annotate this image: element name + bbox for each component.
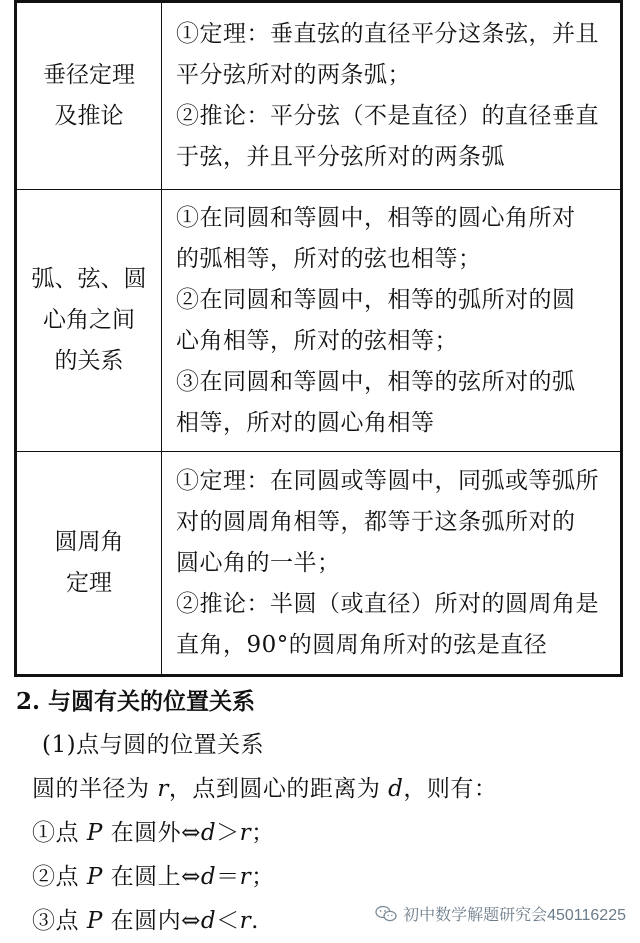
content-line: 相等，所对的圆心角相等 [176, 409, 435, 436]
content-line: ②在同圆和等圆中，相等的弧所对的圆 [176, 286, 576, 313]
case-text: 在圆上⇔ [102, 864, 201, 890]
point-symbol: P [86, 864, 103, 890]
row-content [162, 190, 622, 452]
distance-symbol: d [200, 820, 217, 846]
content-line: ③在同圆和等圆中，相等的弦所对的弧 [176, 368, 576, 395]
section-subtitle: (1)点与圆的位置关系 [42, 732, 265, 758]
watermark-text: 初中数学解题研究会450116225 [403, 907, 626, 924]
case-line [16, 855, 616, 899]
radius-symbol: r [239, 908, 252, 934]
case-line [16, 811, 616, 855]
heading-line: 圆周角 [54, 529, 124, 555]
intro-text: 圆的半径为 [32, 776, 158, 802]
heading-line: 及推论 [54, 103, 124, 129]
heading-line: 的关系 [54, 348, 124, 374]
row-content [162, 452, 622, 676]
watermark [375, 902, 626, 925]
case-text: ； [251, 864, 275, 890]
table-row [16, 2, 622, 190]
radius-symbol: r [239, 864, 252, 890]
radius-symbol: r [239, 820, 252, 846]
intro-text: ，点到圆心的距离为 [168, 776, 389, 802]
content-line: ②推论：半圆（或直径）所对的圆周角是 [176, 590, 599, 617]
point-symbol: P [86, 908, 103, 934]
radius-symbol: r [157, 776, 169, 802]
content-line: ①定理：在同圆或等圆中，同弧或等弧所 [176, 467, 599, 494]
content-line: 的弧相等，所对的弦也相等； [176, 245, 482, 272]
case-text: . [251, 908, 259, 934]
content-line: 直角，90°的圆周角所对的弦是直径 [176, 631, 548, 658]
relation-operator: ＝ [216, 864, 240, 890]
section-intro [16, 767, 616, 811]
distance-symbol: d [200, 864, 217, 890]
intro-text: ，则有： [403, 776, 498, 802]
content-line: 于弦，并且平分弦所对的两条弧 [176, 144, 505, 170]
row-heading [16, 190, 162, 452]
point-symbol: P [86, 820, 103, 846]
row-heading [16, 452, 162, 676]
relation-operator: ＜ [216, 908, 240, 934]
case-text: 在圆内⇔ [102, 908, 201, 934]
heading-line: 定理 [66, 570, 112, 596]
heading-line: 弧、弦、圆 [31, 266, 147, 292]
heading-line: 心角之间 [43, 307, 135, 333]
content-line: 圆心角的一半； [176, 549, 341, 576]
table-row [16, 452, 622, 676]
distance-symbol: d [388, 776, 404, 802]
case-text: ①点 [32, 820, 87, 846]
case-text: ③点 [32, 908, 87, 934]
content-line: 平分弦所对的两条弧； [176, 62, 411, 88]
row-heading [16, 2, 162, 190]
row-content [162, 2, 622, 190]
wechat-icon [375, 905, 397, 923]
case-text: ； [251, 820, 275, 846]
case-text: ②点 [32, 864, 87, 890]
content-line: ①在同圆和等圆中，相等的圆心角所对 [176, 204, 576, 231]
content-line: 对的圆周角相等，都等于这条弧所对的 [176, 508, 576, 535]
section-title: 2. 与圆有关的位置关系 [16, 688, 256, 715]
heading-line: 垂径定理 [43, 62, 135, 88]
content-line: ①定理：垂直弦的直径平分这条弦，并且 [176, 21, 599, 47]
table-row [16, 190, 622, 452]
content-line: ②推论：平分弦（不是直径）的直径垂直 [176, 103, 599, 129]
relation-operator: ＞ [216, 820, 240, 846]
case-text: 在圆外⇔ [102, 820, 201, 846]
distance-symbol: d [200, 908, 217, 934]
content-line: 心角相等，所对的弦相等； [176, 327, 458, 354]
theorem-table [14, 0, 623, 677]
